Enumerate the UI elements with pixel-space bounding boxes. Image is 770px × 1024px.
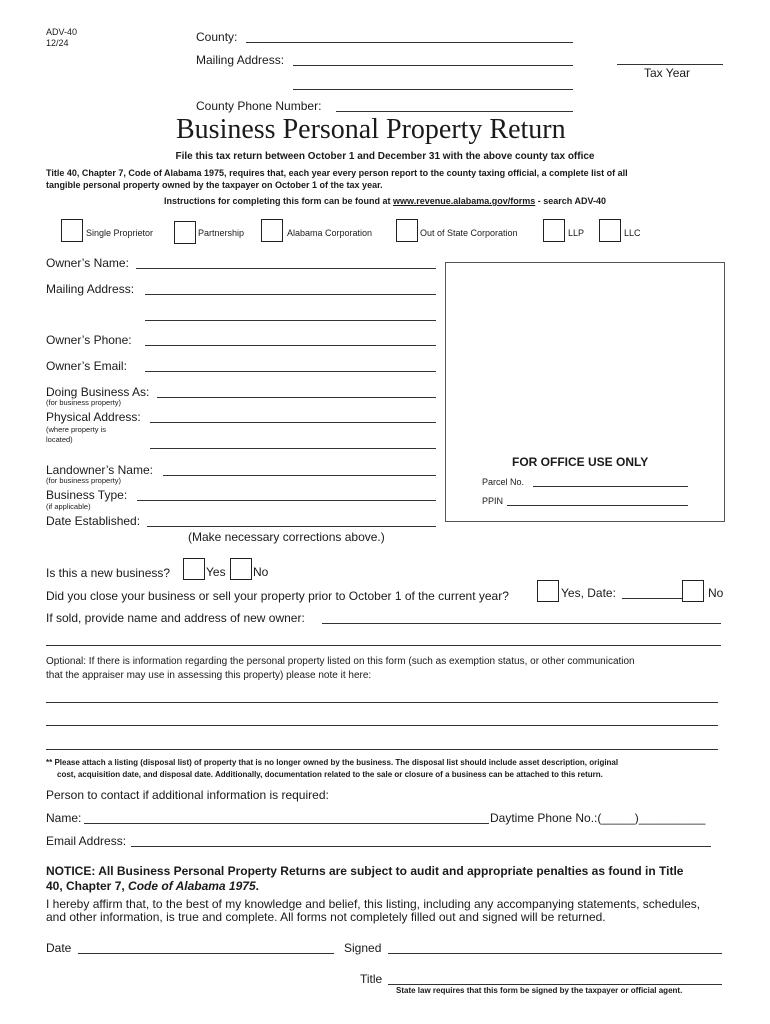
owner-phone-label: Owner’s Phone:	[46, 333, 132, 347]
file-notice: File this tax return between October 1 and December 31 with the above county tax office	[175, 151, 595, 162]
date-label: Date	[46, 941, 72, 955]
physical-address-field[interactable]	[150, 422, 436, 423]
owner-name-field[interactable]	[136, 268, 436, 269]
contact-heading: Person to contact if additional information is required:	[46, 788, 329, 802]
office-use-heading: FOR OFFICE USE ONLY	[512, 455, 649, 469]
form-number: ADV-40	[46, 27, 78, 37]
landowner-sub-label: (for business property)	[46, 476, 122, 485]
landowner-label: Landowner’s Name:	[46, 463, 153, 477]
page-title: Business Personal Property Return	[176, 114, 566, 145]
ppin-label: PPIN	[482, 496, 504, 506]
llp-label: LLP	[568, 228, 585, 238]
contact-email-label: Email Address:	[46, 834, 127, 848]
date-field[interactable]	[78, 953, 334, 954]
county-phone-field[interactable]	[336, 111, 573, 112]
partnership-checkbox[interactable]	[174, 221, 196, 244]
physical-address-label: Physical Address:	[46, 410, 141, 424]
dba-label: Doing Business As:	[46, 385, 150, 399]
owner-mailing-label: Mailing Address:	[46, 282, 135, 296]
mailing-label: Mailing Address:	[196, 53, 285, 67]
date-established-field[interactable]	[147, 526, 436, 527]
corrections-note: (Make necessary corrections above.)	[188, 530, 385, 544]
physical-sub-label-2: located)	[46, 435, 73, 444]
new-business-yes-label: Yes	[206, 565, 226, 579]
owner-mailing-field[interactable]	[145, 294, 436, 295]
signed-label: Signed	[344, 941, 382, 955]
closed-date-field[interactable]	[622, 598, 682, 599]
landowner-field[interactable]	[163, 475, 436, 476]
disposal-note-line-1: ** Please attach a listing (disposal list) of property that is no longer owned by the business. The disposal list should include asset description, original	[46, 758, 619, 767]
out-of-state-corporation-label: Out of State Corporation	[420, 228, 518, 238]
new-owner-field-2[interactable]	[46, 645, 721, 646]
county-field[interactable]	[246, 42, 573, 43]
business-type-sub-label: (if applicable)	[46, 502, 91, 511]
owner-phone-field[interactable]	[145, 345, 436, 346]
out-of-state-corporation-checkbox[interactable]	[396, 219, 418, 242]
statute-line-2: tangible personal property owned by the taxpayer on October 1 of the tax year.	[46, 180, 383, 190]
title-label: Title	[360, 972, 383, 986]
signature-footer-note: State law requires that this form be signed by the taxpayer or official agent.	[396, 986, 683, 995]
partnership-label: Partnership	[198, 228, 245, 238]
new-business-no-label: No	[253, 565, 269, 579]
closed-no-label: No	[708, 586, 724, 600]
physical-address-field-2[interactable]	[150, 448, 436, 449]
signature-field[interactable]	[388, 953, 722, 954]
closed-question: Did you close your business or sell your property prior to October 1 of the current year?	[46, 589, 509, 603]
contact-name-label: Name:	[46, 811, 82, 825]
optional-text-line-1: Optional: If there is information regarding the personal property listed on this form (such as exemption status, or other communication	[46, 656, 635, 667]
business-type-field[interactable]	[137, 500, 436, 501]
county-mailing-field-2[interactable]	[293, 89, 573, 90]
single-proprietor-checkbox[interactable]	[61, 219, 83, 242]
statute-line-1: Title 40, Chapter 7, Code of Alabama 1975, requires that, each year every person report to the county taxing official, a complete list of all	[46, 168, 628, 178]
contact-name-field[interactable]	[84, 823, 489, 824]
owner-email-field[interactable]	[145, 371, 436, 372]
affirm-line-2: and other information, is true and complete. All forms not completely filled out and signed will be returned.	[46, 910, 606, 924]
closed-yes-date-label: Yes, Date:	[561, 586, 616, 600]
title-field[interactable]	[388, 984, 722, 985]
parcel-label: Parcel No.	[482, 477, 525, 487]
optional-note-line-1[interactable]	[46, 702, 718, 703]
contact-email-field[interactable]	[131, 846, 711, 847]
optional-note-line-3[interactable]	[46, 749, 718, 750]
alabama-corporation-label: Alabama Corporation	[287, 228, 373, 238]
affirm-line-1: I hereby affirm that, to the best of my knowledge and belief, this listing, including any accompanying statements, schedules,	[46, 897, 701, 911]
optional-text-line-2: that the appraiser may use in assessing this property) please note it here:	[46, 670, 372, 681]
parcel-field[interactable]	[533, 486, 688, 487]
new-business-question: Is this a new business?	[46, 566, 171, 580]
tax-year-field[interactable]	[617, 64, 723, 65]
owner-mailing-field-2[interactable]	[145, 320, 436, 321]
instructions-link[interactable]: www.revenue.alabama.gov/forms	[393, 196, 536, 206]
llc-label: LLC	[624, 228, 641, 238]
llc-checkbox[interactable]	[599, 219, 621, 242]
tax-year-label: Tax Year	[644, 66, 691, 80]
new-owner-field[interactable]	[322, 623, 721, 624]
instructions-line: Instructions for completing this form can be found at www.revenue.alabama.gov/forms - search ADV-40	[164, 196, 606, 206]
optional-note-line-2[interactable]	[46, 725, 718, 726]
physical-sub-label-1: (where property is	[46, 425, 107, 434]
ppin-field[interactable]	[507, 505, 688, 506]
sold-question: If sold, provide name and address of new owner:	[46, 611, 305, 625]
alabama-corporation-checkbox[interactable]	[261, 219, 283, 242]
form-date: 12/24	[46, 38, 69, 48]
date-established-label: Date Established:	[46, 514, 141, 528]
county-phone-label: County Phone Number:	[196, 99, 322, 113]
county-label: County:	[196, 30, 238, 44]
notice-line-1: NOTICE: All Business Personal Property Returns are subject to audit and appropriate penalties as found in Title	[46, 864, 684, 878]
new-business-yes-checkbox[interactable]	[183, 558, 205, 580]
single-proprietor-label: Single Proprietor	[86, 228, 154, 238]
closed-no-checkbox[interactable]	[682, 580, 704, 602]
notice-line-2: 40, Chapter 7, Code of Alabama 1975.	[46, 879, 259, 893]
llp-checkbox[interactable]	[543, 219, 565, 242]
new-business-no-checkbox[interactable]	[230, 558, 252, 580]
owner-email-label: Owner’s Email:	[46, 359, 127, 373]
daytime-phone-label: Daytime Phone No.:(_____)__________	[490, 811, 706, 825]
county-mailing-field[interactable]	[293, 65, 573, 66]
owner-name-label: Owner’s Name:	[46, 256, 129, 270]
dba-field[interactable]	[157, 397, 436, 398]
business-type-label: Business Type:	[46, 488, 128, 502]
dba-sub-label: (for business property)	[46, 398, 122, 407]
disposal-note-line-2: cost, acquisition date, and disposal date. Additionally, documentation related to the sale or closure of a business can be attached to this return.	[57, 770, 603, 779]
closed-yes-checkbox[interactable]	[537, 580, 559, 602]
